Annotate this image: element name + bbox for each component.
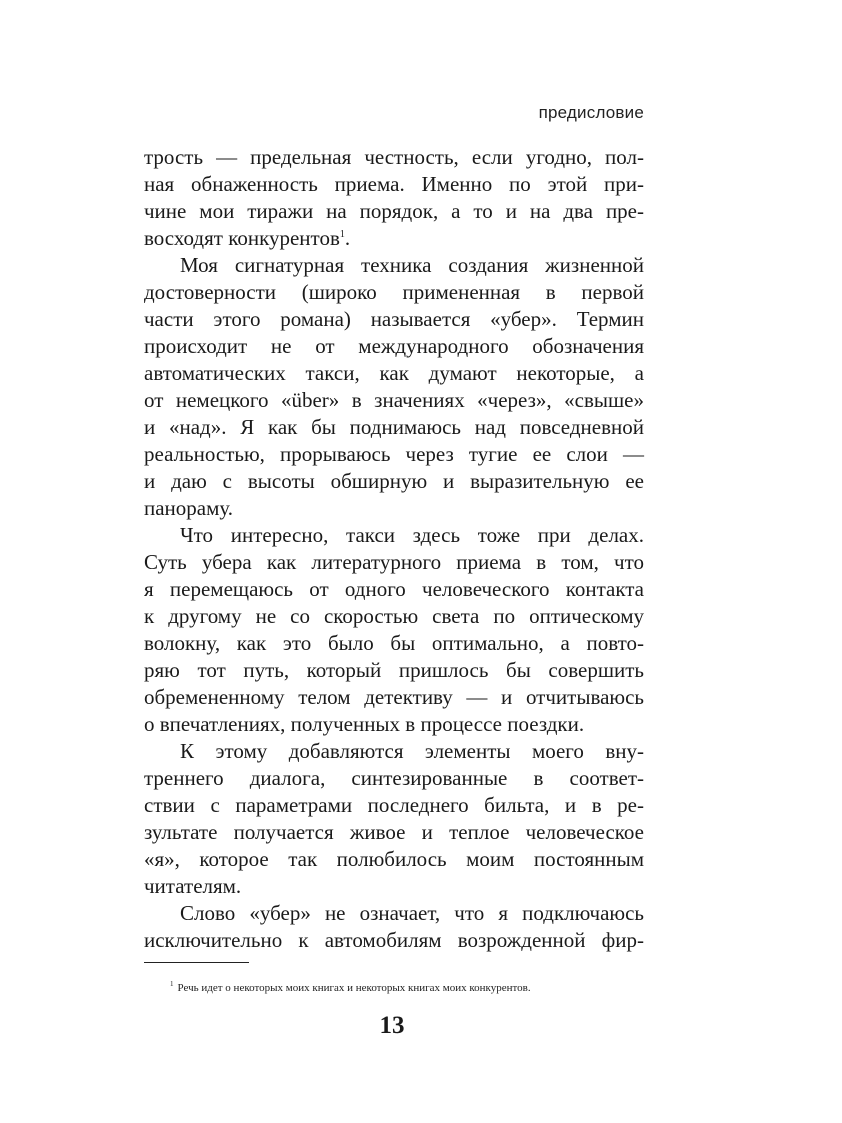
body-text bbox=[144, 144, 644, 954]
page-number: 13 bbox=[379, 1012, 405, 1039]
text-line: происходит не от международного обозначения bbox=[144, 334, 644, 358]
text-line: от немецкого «über» в значениях «через», «свыше» bbox=[144, 388, 644, 412]
paragraph bbox=[144, 738, 644, 900]
text-line: читателям. bbox=[144, 874, 242, 898]
paragraph bbox=[144, 252, 644, 522]
text-line: Суть убера как литературного приема в том, что bbox=[144, 550, 644, 574]
text-line: ствии с параметрами последнего бильта, и в ре- bbox=[144, 793, 644, 817]
text-line: исключительно к автомобилям возрожденной фир- bbox=[144, 928, 644, 952]
text-line: и «над». Я как бы поднимаюсь над повседневной bbox=[144, 415, 644, 439]
text-line: достоверности (широко примененная в первой bbox=[144, 280, 644, 304]
paragraph bbox=[144, 900, 644, 954]
text-line: о впечатлениях, полученных в процессе поездки. bbox=[144, 712, 585, 736]
text-line bbox=[144, 225, 644, 252]
text-line: панораму. bbox=[144, 496, 234, 520]
footnote-marker: 1 bbox=[170, 980, 174, 989]
footnote bbox=[170, 982, 531, 994]
text-line: «я», которое так полюбилось моим постоянным bbox=[144, 847, 644, 871]
running-header: предисловие bbox=[538, 103, 644, 122]
text-line: и даю с высоты обширную и выразительную ее bbox=[144, 469, 644, 493]
text-fragment: восходят конкурентов bbox=[144, 226, 340, 250]
text-line: ряю тот путь, который пришлось бы совершить bbox=[144, 658, 644, 682]
text-line: трость — предельная честность, если угодно, пол- bbox=[144, 145, 644, 169]
footnote-divider bbox=[144, 962, 249, 963]
text-line: я перемещаюсь от одного человеческого контакта bbox=[144, 577, 644, 601]
text-line: чине мои тиражи на порядок, а то и на два пре- bbox=[144, 199, 644, 223]
text-line: автоматических такси, как думают некоторые, а bbox=[144, 361, 644, 385]
text-line: части этого романа) называется «убер». Термин bbox=[144, 307, 644, 331]
paragraph bbox=[144, 144, 644, 252]
text-line: обремененному телом детективу — и отчитываюсь bbox=[144, 685, 644, 709]
text-line: Что интересно, такси здесь тоже при делах. bbox=[180, 523, 644, 547]
text-line: зультате получается живое и теплое человеческое bbox=[144, 820, 644, 844]
text-line: к другому не со скоростью света по оптическому bbox=[144, 604, 644, 628]
text-line: Моя сигнатурная техника создания жизненной bbox=[180, 253, 644, 277]
text-line: ная обнаженность приема. Именно по этой при- bbox=[144, 172, 644, 196]
footnote-text: Речь идет о некоторых моих книгах и некоторых книгах моих конкурентов. bbox=[177, 982, 531, 994]
paragraph bbox=[144, 522, 644, 738]
text-line: К этому добавляются элементы моего вну- bbox=[180, 739, 644, 763]
text-line: треннего диалога, синтезированные в соответ- bbox=[144, 766, 644, 790]
text-line: волокну, как это было бы оптимально, а повто- bbox=[144, 631, 644, 655]
text-line: Слово «убер» не означает, что я подключаюсь bbox=[180, 901, 644, 925]
text-line: реальностью, прорываюсь через тугие ее слои — bbox=[144, 442, 644, 466]
text-fragment: . bbox=[344, 226, 351, 250]
footnote-reference: 1 bbox=[339, 229, 345, 240]
